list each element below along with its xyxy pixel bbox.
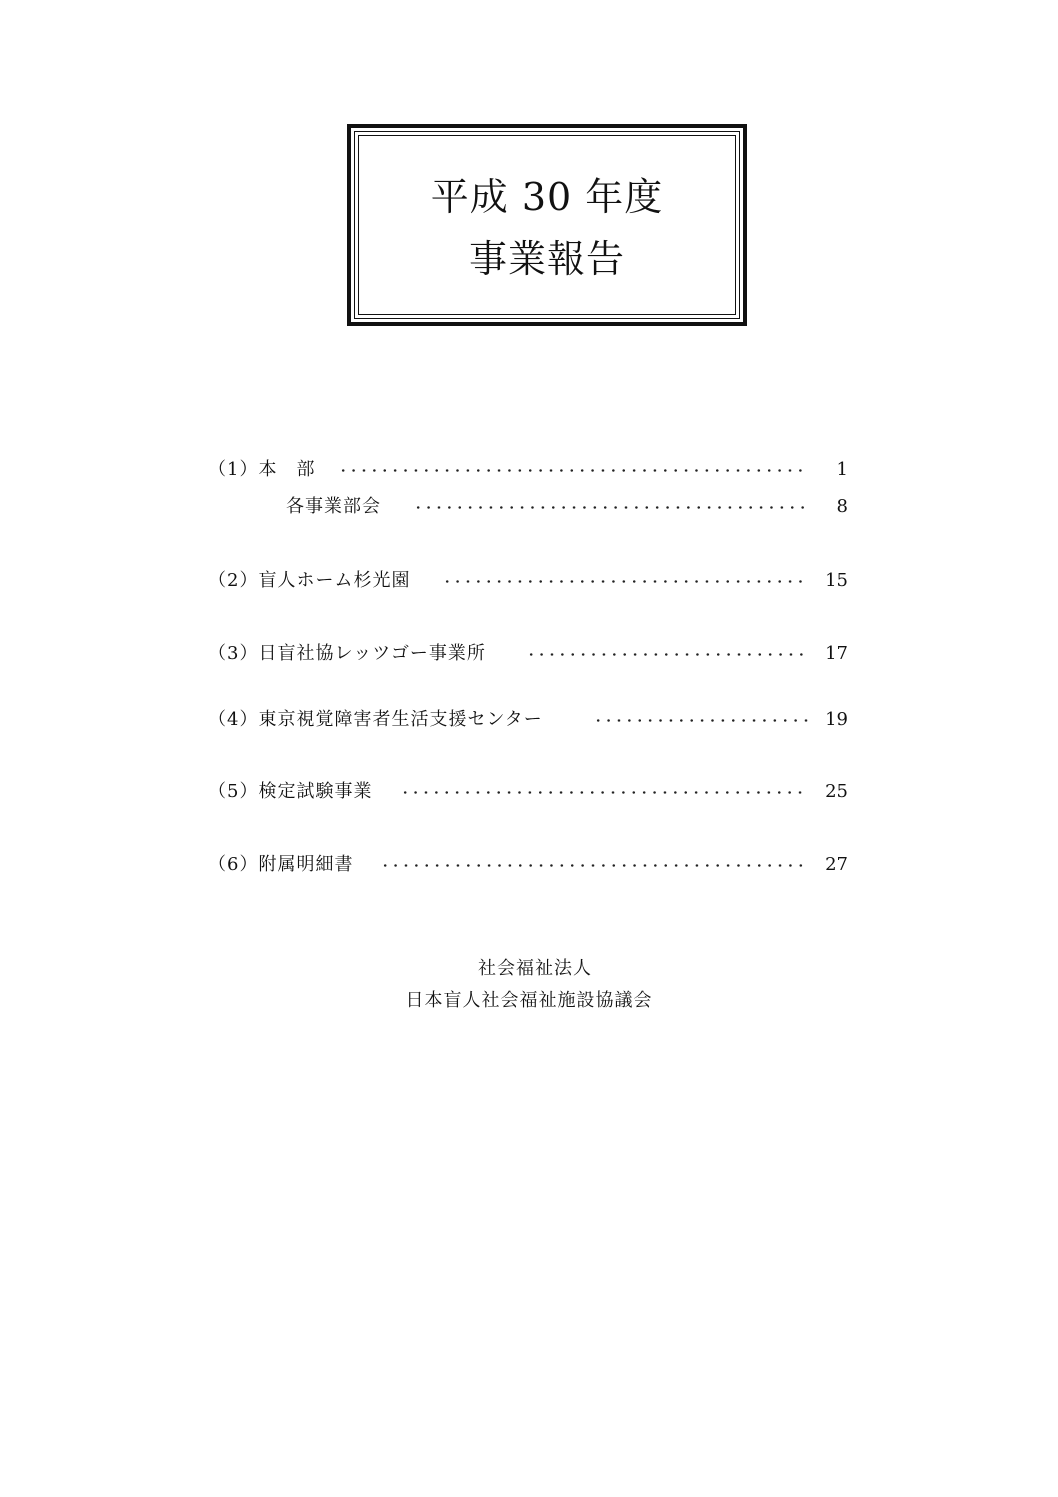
toc-item: [208, 495, 848, 519]
toc-item-page: 27: [825, 854, 848, 875]
document-title-year: 平成 30 年度: [430, 175, 664, 219]
title-box-inner-border: [354, 131, 740, 319]
toc-leader-dots: [400, 778, 808, 802]
toc-item: [208, 569, 848, 593]
toc-leader-dots: [442, 567, 808, 591]
toc-item-page: 8: [836, 496, 848, 517]
toc-item: [208, 642, 848, 666]
toc-item-label: （5）検定試験事業: [208, 781, 373, 802]
toc-item-label: （3）日盲社協レッツゴー事業所: [208, 643, 486, 664]
toc-leader-dots: [526, 640, 808, 664]
toc-leader-dots: [380, 851, 808, 875]
toc-item: [208, 708, 848, 732]
toc-leader-dots: [593, 706, 808, 730]
toc-item: [208, 780, 848, 804]
organization-name: 日本盲人社会福祉施設協議会: [405, 990, 653, 1011]
toc-item: [208, 458, 848, 482]
toc-leader-dots: [413, 493, 808, 517]
document-title: 事業報告: [468, 237, 625, 281]
toc-item-page: 1: [836, 459, 848, 480]
toc-item-label: （2）盲人ホーム杉光園: [208, 570, 411, 591]
title-box: [347, 124, 747, 326]
toc-item-label: （1）本 部: [208, 459, 316, 480]
toc-item-page: 25: [825, 781, 848, 802]
toc-item-page: 15: [825, 570, 848, 591]
toc-item-page: 17: [825, 643, 848, 664]
toc-item: [208, 853, 848, 877]
title-box-innermost-border: [358, 135, 736, 315]
toc-item-page: 19: [825, 709, 848, 730]
organization-type: 社会福祉法人: [478, 958, 592, 979]
toc-item-label: （6）附属明細書: [208, 854, 354, 875]
toc-leader-dots: [338, 456, 808, 480]
toc-item-label: （4）東京視覚障害者生活支援センター: [208, 709, 543, 730]
toc-item-label: 各事業部会: [286, 496, 381, 517]
